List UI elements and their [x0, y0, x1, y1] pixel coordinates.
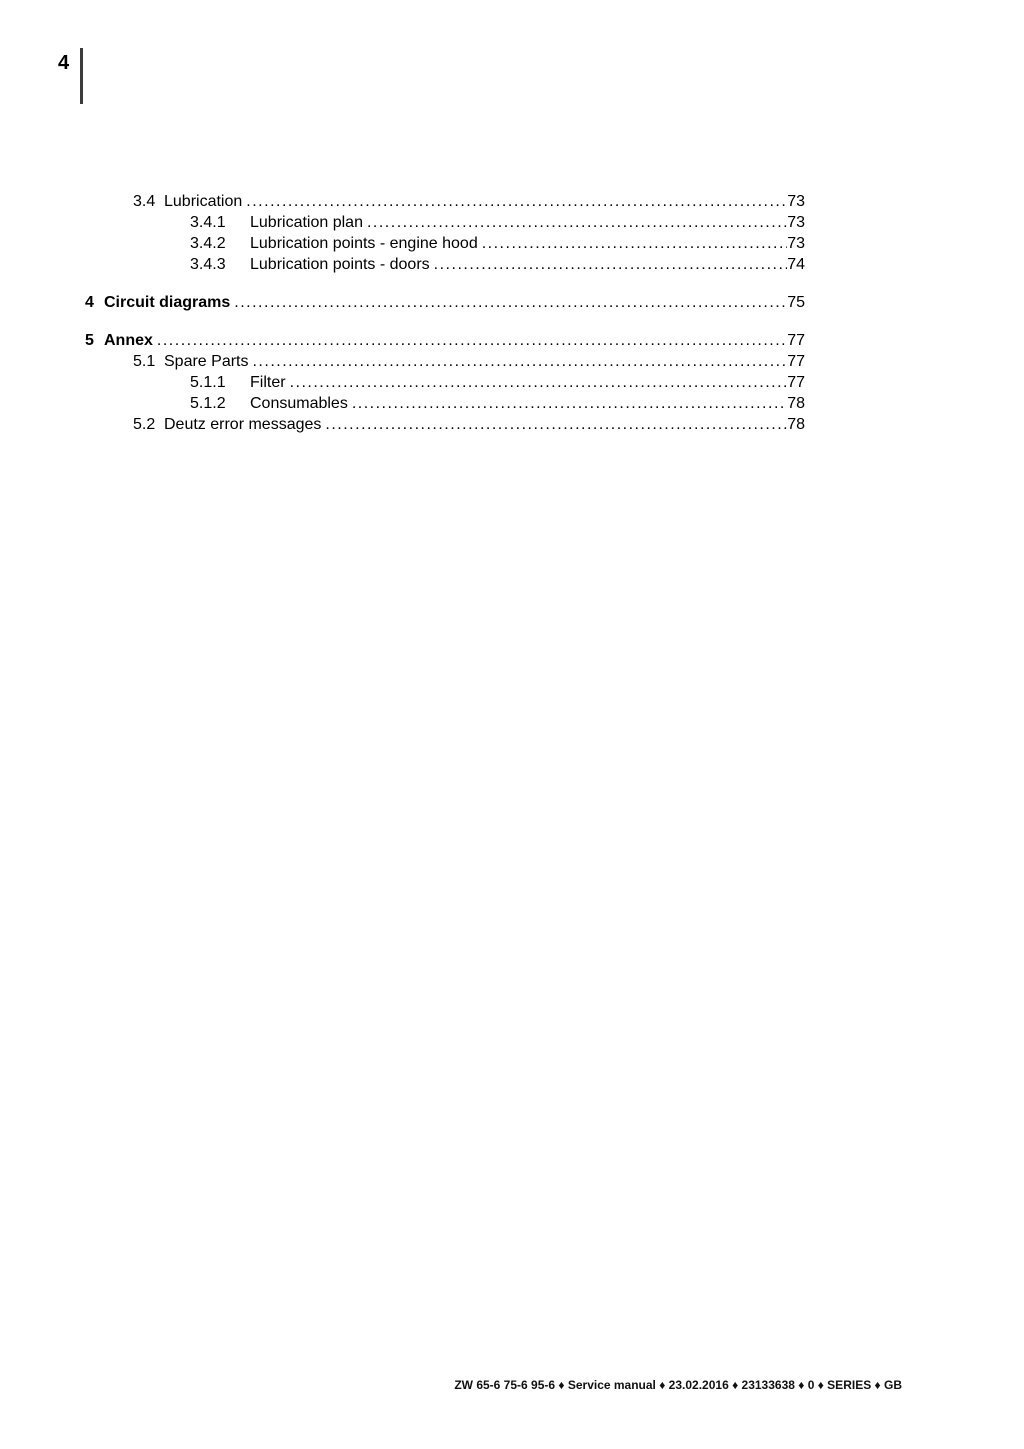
toc-entry	[85, 393, 805, 414]
toc-entry-page: 77	[787, 332, 805, 349]
toc-dot-leader	[430, 254, 788, 275]
toc-entry-label: Lubrication points - doors	[250, 256, 430, 273]
toc-entry-label: Deutz error messages	[164, 416, 322, 433]
toc-entry	[85, 212, 805, 233]
toc-entry-page: 74	[787, 256, 805, 273]
toc-dot-leader	[242, 191, 787, 212]
toc-entry-number: 5.2	[133, 416, 156, 433]
toc-entry-page: 73	[787, 193, 805, 210]
page-header	[58, 48, 83, 104]
toc-entry-page: 73	[787, 214, 805, 231]
footer-text: ZW 65-6 75-6 95-6 ♦ Service manual ♦ 23.02.2016 ♦ 23133638 ♦ 0 ♦ SERIES ♦ GB	[454, 1378, 902, 1392]
table-of-contents	[85, 191, 805, 435]
toc-entry	[85, 414, 805, 435]
toc-entry	[85, 233, 805, 254]
toc-entry-number: 5	[85, 332, 94, 349]
toc-dot-leader	[153, 330, 787, 351]
toc-entry-label: Filter	[250, 374, 286, 391]
toc-entry	[85, 372, 805, 393]
toc-entry-number: 3.4.1	[190, 214, 226, 231]
toc-entry-number: 5.1.1	[190, 374, 226, 391]
toc-dot-leader	[230, 292, 787, 313]
toc-dot-leader	[478, 233, 787, 254]
toc-entry-number: 4	[85, 294, 94, 311]
toc-entry-label: Spare Parts	[164, 353, 249, 370]
toc-entry-number: 5.1	[133, 353, 156, 370]
toc-entry-label: Circuit diagrams	[104, 294, 231, 311]
toc-entry	[85, 254, 805, 275]
toc-entry-label: Annex	[104, 332, 153, 349]
page-number-divider	[80, 48, 83, 104]
toc-entry-page: 77	[787, 353, 805, 370]
toc-entry-number: 3.4.2	[190, 235, 226, 252]
toc-entry-number: 5.1.2	[190, 395, 226, 412]
page-number: 4	[58, 52, 70, 74]
toc-entry-label: Lubrication	[164, 193, 243, 210]
toc-entry-page: 77	[787, 374, 805, 391]
toc-entry-page: 78	[787, 416, 805, 433]
toc-entry-number: 3.4	[133, 193, 156, 210]
toc-entry-label: Lubrication plan	[250, 214, 363, 231]
toc-entry-number: 3.4.3	[190, 256, 226, 273]
toc-dot-leader	[286, 372, 788, 393]
toc-entry	[85, 191, 805, 212]
toc-entry	[85, 292, 805, 313]
toc-entry-page: 73	[787, 235, 805, 252]
toc-entry-page: 75	[787, 294, 805, 311]
toc-entry-label: Lubrication points - engine hood	[250, 235, 478, 252]
page-footer	[0, 1378, 902, 1392]
toc-dot-leader	[321, 414, 787, 435]
toc-dot-leader	[248, 351, 787, 372]
toc-entry-page: 78	[787, 395, 805, 412]
toc-dot-leader	[348, 393, 787, 414]
toc-entry-label: Consumables	[250, 395, 348, 412]
toc-dot-leader	[363, 212, 787, 233]
toc-entry	[85, 330, 805, 351]
toc-entry	[85, 351, 805, 372]
